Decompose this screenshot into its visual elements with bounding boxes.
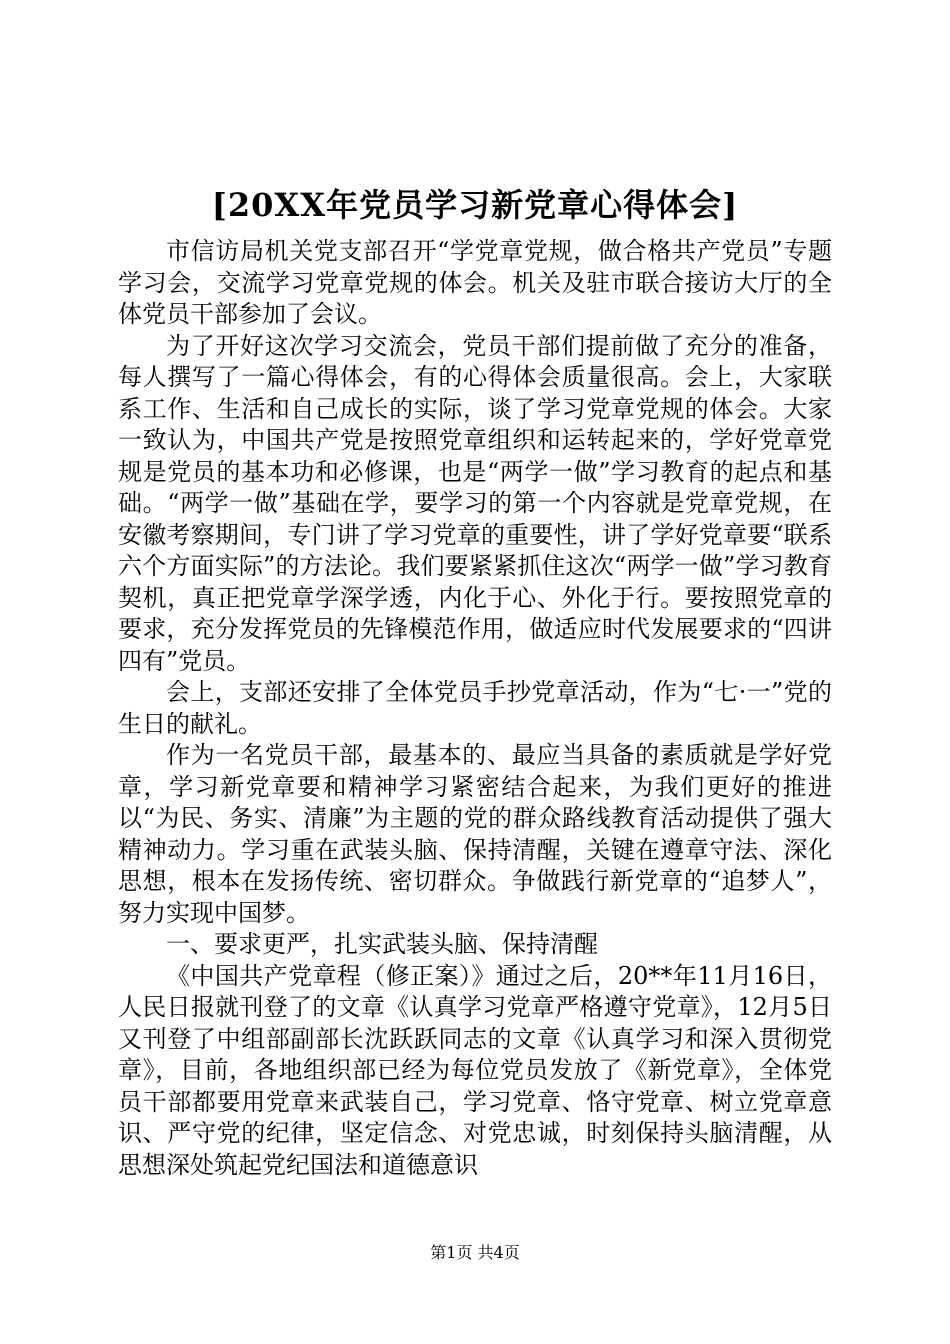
paragraph-2: 为了开好这次学习交流会，党员干部们提前做了充分的准备，每人撰写了一篇心得体会，有的心得体会质量很高。会上，大家联系工作、生活和自己成长的实际，谈了学习党章党规的体会。大家一致认为，中国共产党是按照党章组织和运转起来的，学好党章党规是党员的基本功和必修课，也是“两学一做”学习教育的起点和基础。“两学一做”基础在学，要学习的第一个内容就是党章党规，在安徽考察期间，专门讲了学习党章的重要性，讲了学好党章要“联系六个方面实际”的方法论。我们要紧紧抓住这次“两学一做”学习教育契机，真正把党章学深学透，内化于心、外化于行。要按照党章的要求，充分发挥党员的先锋模范作用，做适应时代发展要求的“四讲四有”党员。 bbox=[118, 331, 832, 675]
section-heading: 一、要求更严，扎实武装头脑、保持清醒 bbox=[166, 930, 598, 958]
paragraph-4: 作为一名党员干部，最基本的、最应当具备的素质就是学好党章，学习新党章要和精神学习紧密结合起来，为我们更好的推进以“为民、务实、清廉”为主题的党的群众路线教育活动提供了强大精神动力。学习重在武装头脑、保持清醒，关键在遵章守法、深化思想，根本在发扬传统、密切群众。争做践行新党章的“追梦人”，努力实现中国梦。 bbox=[118, 741, 832, 927]
paragraph-1: 市信访局机关党支部召开“学党章党规，做合格共产党员”专题学习会，交流学习党章党规的体会。机关及驻市联合接访大厅的全体党员干部参加了会议。 bbox=[118, 237, 832, 328]
paragraph-3: 会上，支部还安排了全体党员手抄党章活动，作为“七·一”党的生日的献礼。 bbox=[118, 678, 832, 738]
document-title: [20XX年党员学习新党章心得体会] bbox=[211, 186, 739, 224]
document-body bbox=[118, 236, 832, 1181]
page-footer: 第1页 共4页 bbox=[430, 1243, 520, 1262]
paragraph-5: 《中国共产党章程（修正案）》通过之后，20**年11月16日，人民日报就刊登了的文章《认真学习党章严格遵守党章》，12月5日又刊登了中组部副部长沈跃跃同志的文章《认真学习和深入贯彻党章》，目前，各地组织部已经为每位党员发放了《新党章》，全体党员干部都要用党章来武装自己，学习党章、恪守党章、树立党章意识、严守党的纪律，坚定信念、对党忠诚，时刻保持头脑清醒，从思想深处筑起党纪国法和道德意识 bbox=[118, 961, 832, 1179]
